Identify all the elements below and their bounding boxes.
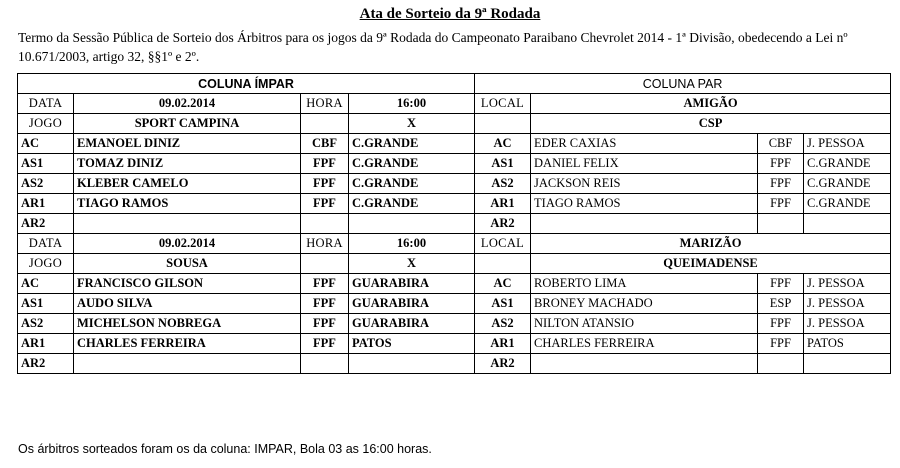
par-role: AR1	[475, 194, 531, 214]
par-city: J. PESSOA	[804, 314, 891, 334]
impar-city	[349, 214, 475, 234]
referee-row	[18, 294, 891, 314]
referee-row	[18, 134, 891, 154]
coluna-impar-header: COLUNA ÍMPAR	[18, 74, 475, 94]
versus-mark: X	[349, 114, 475, 134]
game-time: 16:00	[349, 234, 475, 254]
empty-cell	[475, 254, 531, 274]
column-headers-row	[18, 74, 891, 94]
par-referee-name: DANIEL FELIX	[531, 154, 758, 174]
impar-federation: CBF	[301, 134, 349, 154]
empty-cell	[475, 114, 531, 134]
par-referee-name: NILTON ATANSIO	[531, 314, 758, 334]
date-label: DATA	[18, 234, 74, 254]
impar-city: PATOS	[349, 334, 475, 354]
impar-city: GUARABIRA	[349, 314, 475, 334]
game-time: 16:00	[349, 94, 475, 114]
game-venue: AMIGÃO	[531, 94, 891, 114]
impar-referee-name	[74, 354, 301, 374]
impar-city: C.GRANDE	[349, 134, 475, 154]
impar-role: AR1	[18, 194, 74, 214]
game-venue: MARIZÃO	[531, 234, 891, 254]
par-federation	[758, 214, 804, 234]
impar-federation: FPF	[301, 334, 349, 354]
impar-federation	[301, 354, 349, 374]
par-federation: FPF	[758, 174, 804, 194]
par-federation: ESP	[758, 294, 804, 314]
venue-label: LOCAL	[475, 234, 531, 254]
impar-city: C.GRANDE	[349, 194, 475, 214]
game-label: JOGO	[18, 114, 74, 134]
impar-city	[349, 354, 475, 374]
par-role: AR2	[475, 214, 531, 234]
par-referee-name	[531, 354, 758, 374]
par-city: J. PESSOA	[804, 274, 891, 294]
referee-row	[18, 154, 891, 174]
impar-federation: FPF	[301, 314, 349, 334]
versus-mark: X	[349, 254, 475, 274]
home-team: SPORT CAMPINA	[74, 114, 301, 134]
away-team: QUEIMADENSE	[531, 254, 891, 274]
document-title: Ata de Sorteio da 9ª Rodada	[359, 6, 541, 22]
referee-row	[18, 174, 891, 194]
impar-role: AC	[18, 134, 74, 154]
impar-city: C.GRANDE	[349, 174, 475, 194]
impar-city: GUARABIRA	[349, 274, 475, 294]
par-role: AS1	[475, 294, 531, 314]
impar-referee-name: FRANCISCO GILSON	[74, 274, 301, 294]
time-label: HORA	[301, 234, 349, 254]
par-referee-name: ROBERTO LIMA	[531, 274, 758, 294]
par-federation: FPF	[758, 314, 804, 334]
impar-city: C.GRANDE	[349, 154, 475, 174]
impar-role: AR2	[18, 354, 74, 374]
impar-role: AS1	[18, 294, 74, 314]
par-city: C.GRANDE	[804, 174, 891, 194]
impar-role: AS2	[18, 314, 74, 334]
par-federation: FPF	[758, 334, 804, 354]
referee-row	[18, 214, 891, 234]
par-referee-name	[531, 214, 758, 234]
impar-federation: FPF	[301, 174, 349, 194]
impar-referee-name: TIAGO RAMOS	[74, 194, 301, 214]
impar-referee-name: TOMAZ DINIZ	[74, 154, 301, 174]
away-team: CSP	[531, 114, 891, 134]
par-city: C.GRANDE	[804, 194, 891, 214]
par-city	[804, 354, 891, 374]
coluna-par-header: COLUNA PAR	[475, 74, 891, 94]
game-date: 09.02.2014	[74, 234, 301, 254]
impar-city: GUARABIRA	[349, 294, 475, 314]
home-team: SOUSA	[74, 254, 301, 274]
referee-row	[18, 314, 891, 334]
par-role: AC	[475, 274, 531, 294]
par-role: AR2	[475, 354, 531, 374]
par-city: PATOS	[804, 334, 891, 354]
par-city: C.GRANDE	[804, 154, 891, 174]
par-referee-name: BRONEY MACHADO	[531, 294, 758, 314]
impar-role: AC	[18, 274, 74, 294]
impar-role: AR2	[18, 214, 74, 234]
impar-referee-name: KLEBER CAMELO	[74, 174, 301, 194]
impar-federation: FPF	[301, 274, 349, 294]
par-role: AS1	[475, 154, 531, 174]
par-referee-name: JACKSON REIS	[531, 174, 758, 194]
game-info-row	[18, 234, 891, 254]
impar-role: AR1	[18, 334, 74, 354]
game-label: JOGO	[18, 254, 74, 274]
par-federation: FPF	[758, 154, 804, 174]
impar-referee-name: MICHELSON NOBREGA	[74, 314, 301, 334]
par-city	[804, 214, 891, 234]
par-city: J. PESSOA	[804, 134, 891, 154]
game-matchup-row	[18, 254, 891, 274]
par-role: AC	[475, 134, 531, 154]
par-federation: CBF	[758, 134, 804, 154]
impar-referee-name: AUDO SILVA	[74, 294, 301, 314]
par-city: J. PESSOA	[804, 294, 891, 314]
par-referee-name: TIAGO RAMOS	[531, 194, 758, 214]
par-federation: FPF	[758, 274, 804, 294]
impar-referee-name: EMANOEL DINIZ	[74, 134, 301, 154]
game-info-row	[18, 94, 891, 114]
referee-row	[18, 194, 891, 214]
impar-role: AS2	[18, 174, 74, 194]
empty-cell	[301, 114, 349, 134]
empty-cell	[301, 254, 349, 274]
par-federation	[758, 354, 804, 374]
par-federation: FPF	[758, 194, 804, 214]
par-role: AS2	[475, 174, 531, 194]
par-referee-name: EDER CAXIAS	[531, 134, 758, 154]
referee-row	[18, 334, 891, 354]
draw-result-note: Os árbitros sorteados foram os da coluna: IMPAR, Bola 03 as 16:00 horas.	[18, 442, 432, 456]
impar-federation	[301, 214, 349, 234]
par-role: AR1	[475, 334, 531, 354]
impar-role: AS1	[18, 154, 74, 174]
date-label: DATA	[18, 94, 74, 114]
referee-row	[18, 354, 891, 374]
par-referee-name: CHARLES FERREIRA	[531, 334, 758, 354]
impar-federation: FPF	[301, 194, 349, 214]
impar-federation: FPF	[301, 154, 349, 174]
time-label: HORA	[301, 94, 349, 114]
referee-draw-table	[17, 73, 891, 374]
game-matchup-row	[18, 114, 891, 134]
impar-referee-name: CHARLES FERREIRA	[74, 334, 301, 354]
referee-row	[18, 274, 891, 294]
venue-label: LOCAL	[475, 94, 531, 114]
intro-paragraph: Termo da Sessão Pública de Sorteio dos Árbitros para os jogos da 9ª Rodada do Campeonato Paraibano Chevrolet 2014 - 1ª Divisão, obedecendo a Lei nº 10.671/2003, artigo 32, §§1º e 2º.	[18, 30, 848, 64]
impar-referee-name	[74, 214, 301, 234]
par-role: AS2	[475, 314, 531, 334]
impar-federation: FPF	[301, 294, 349, 314]
game-date: 09.02.2014	[74, 94, 301, 114]
